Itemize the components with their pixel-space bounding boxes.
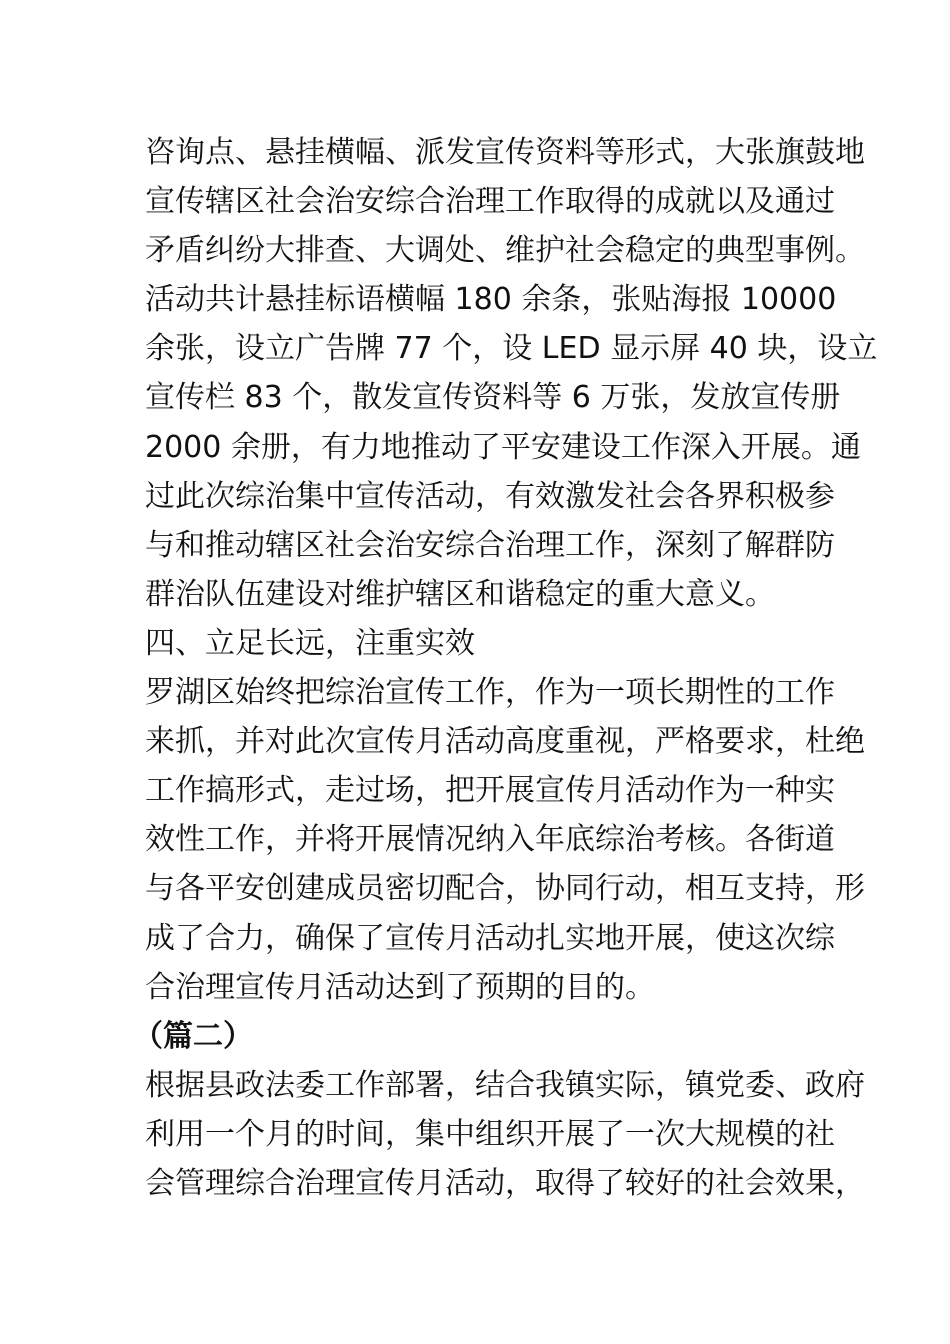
text-line: 合治理宣传月活动达到了预期的目的。 — [145, 969, 655, 1005]
text-line: 根据县政法委工作部署，结合我镇实际，镇党委、政府 — [145, 1067, 865, 1103]
text-line: 来抓，并对此次宣传月活动高度重视，严格要求，杜绝 — [145, 724, 865, 760]
text-line: 宣传栏 83 个，散发宣传资料等 6 万张，发放宣传册 — [145, 380, 841, 416]
text-line: 与各平安创建成员密切配合，协同行动，相互支持，形 — [145, 871, 865, 907]
text-line: 余张，设立广告牌 77 个，设 LED 显示屏 40 块，设立 — [145, 331, 878, 367]
text-line: 成了合力，确保了宣传月活动扎实地开展，使这次综 — [145, 920, 835, 956]
text-line: 咨询点、悬挂横幅、派发宣传资料等形式，大张旗鼓地 — [145, 135, 865, 170]
text-line: 活动共计悬挂标语横幅 180 余条，张贴海报 10000 — [145, 282, 837, 318]
text-line: 与和推动辖区社会治安综合治理工作，深刻了解群防 — [145, 527, 835, 563]
text-line: 效性工作，并将开展情况纳入年底综治考核。各街道 — [145, 822, 835, 858]
text-line: 宣传辖区社会治安综合治理工作取得的成就以及通过 — [145, 184, 835, 220]
chapter-heading: （篇二） — [133, 1018, 253, 1054]
text-line: 罗湖区始终把综治宣传工作，作为一项长期性的工作 — [145, 675, 835, 711]
text-line: 过此次综治集中宣传活动，有效激发社会各界积极参 — [145, 478, 835, 514]
text-line: 矛盾纠纷大排查、大调处、维护社会稳定的典型事例。 — [145, 233, 865, 269]
text-line: 会管理综合治理宣传月活动，取得了较好的社会效果， — [145, 1165, 865, 1201]
document-body — [133, 128, 878, 1208]
text-line: 2000 余册，有力地推动了平安建设工作深入开展。通 — [145, 429, 861, 465]
text-line: 工作搞形式，走过场，把开展宣传月活动作为一种实 — [145, 773, 835, 809]
text-line: 利用一个月的时间，集中组织开展了一次大规模的社 — [145, 1116, 835, 1152]
text-line: 群治队伍建设对维护辖区和谐稳定的重大意义。 — [145, 576, 775, 612]
section-heading: 四、立足长远，注重实效 — [145, 625, 475, 661]
